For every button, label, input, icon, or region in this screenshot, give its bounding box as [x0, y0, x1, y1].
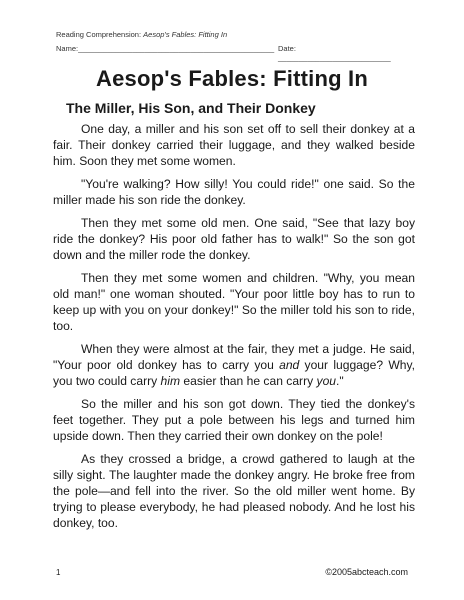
header-title: Aesop's Fables: Fitting In — [143, 30, 228, 39]
page-title: Aesop's Fables: Fitting In — [95, 66, 368, 91]
p5-part-b: your luggage? Why, you two could carry — [53, 358, 415, 388]
date-field: Date: ___________________________ — [278, 44, 391, 62]
paragraph-7: As they crossed a bridge, a crowd gathered to laugh at the silly sight. The laughter made the donkey angry. He broke free from the pole—and fell into the river. So the old miller went home. By trying to please everybody, he had pleased nobody. And he lost his donkey, too. — [53, 452, 415, 530]
paragraph-2: "You're walking? How silly! You could ride!" one said. So the miller made his son ride the donkey. — [53, 177, 415, 207]
p5-emphasis-him: him — [160, 374, 181, 388]
paragraph-3: Then they met some old men. One said, "See that lazy boy ride the donkey? His poor old father has to walk!" So the son got down and the miller rode the donkey. — [53, 216, 415, 262]
paragraph-4: Then they met some women and children. "Why, you mean old man!" one woman shouted. "Your poor little boy has to run to keep up with you on your donkey!" So the miller told his son to ride, too. — [53, 271, 415, 333]
story-body — [53, 121, 415, 538]
worksheet-header — [56, 30, 227, 39]
paragraph-1: One day, a miller and his son set off to sell their donkey at a fair. Their donkey carried their luggage, and they walked beside him. Soon they met some women. — [53, 122, 415, 168]
paragraph-5 — [53, 341, 415, 389]
page-number: 1 — [56, 568, 61, 577]
header-prefix: Reading Comprehension: — [56, 30, 144, 39]
name-date-line — [56, 44, 408, 62]
name-field: Name:_______________________________________________ — [56, 44, 275, 53]
p5-part-a: When they were almost at the fair, they met a judge. He said, "Your poor old donkey has to carry you — [53, 342, 415, 372]
story-subtitle: The Miller, His Son, and Their Donkey — [66, 100, 316, 116]
p5-part-d: ." — [336, 374, 344, 388]
copyright-notice: ©2005abcteach.com — [325, 567, 408, 577]
p5-emphasis-and: and — [279, 358, 300, 372]
p5-part-c: easier than he can carry — [180, 374, 317, 388]
paragraph-6: So the miller and his son got down. They tied the donkey's feet together. They put a pole between his legs and turned him upside down. Then they carried their own donkey on the pole! — [53, 397, 415, 443]
p5-emphasis-you: you — [316, 374, 337, 388]
